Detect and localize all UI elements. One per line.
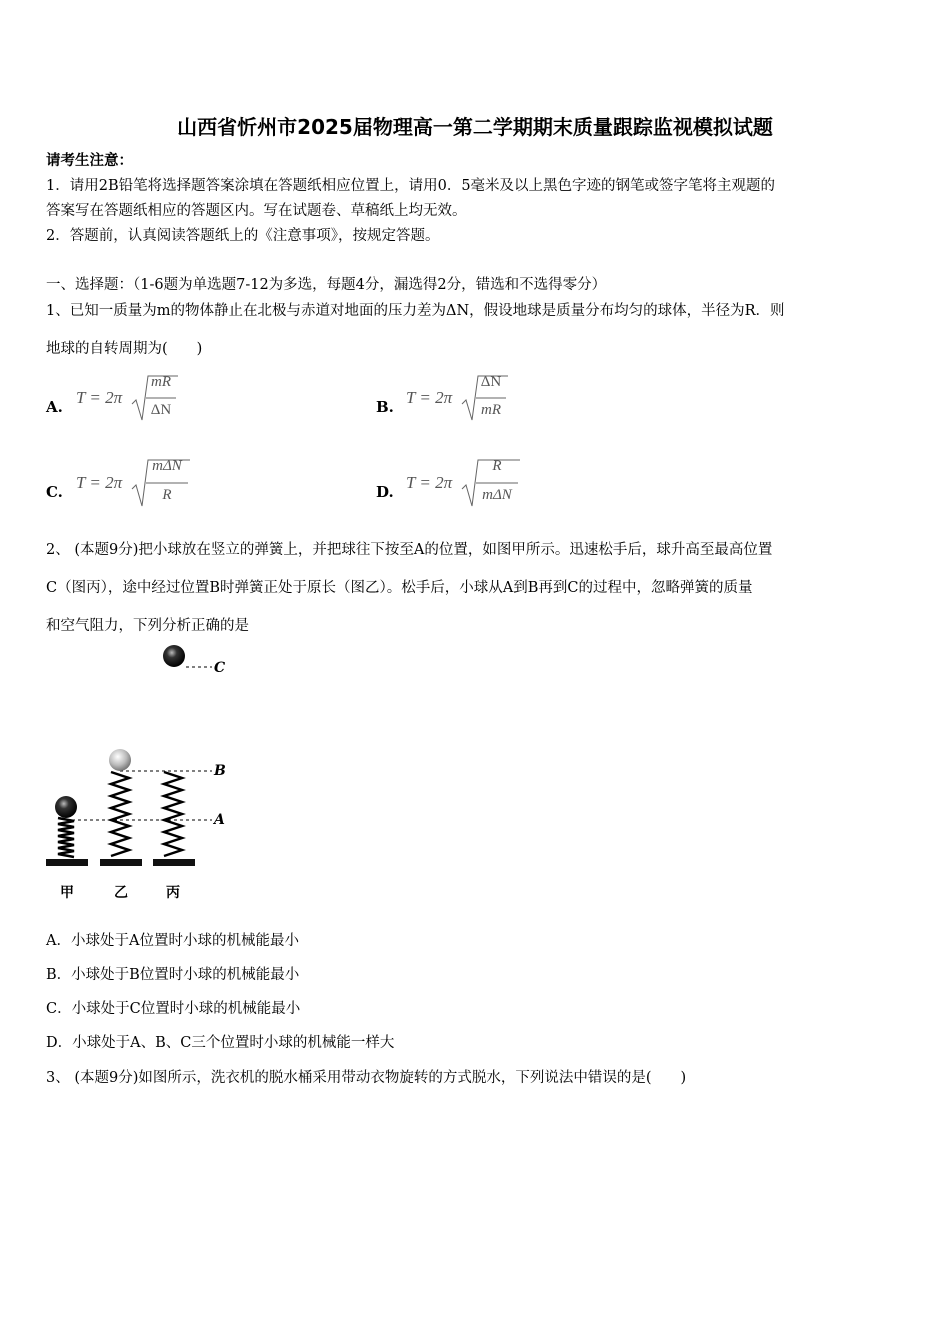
notice-heading: 请考生注意： bbox=[46, 152, 133, 169]
q1-option-a-denominator: ΔN bbox=[150, 402, 172, 418]
formula-lhs: T = 2π bbox=[76, 388, 123, 407]
formula-lhs: T = 2π bbox=[406, 473, 453, 492]
spring-jia bbox=[46, 796, 88, 866]
q2-option-a: A．小球处于A位置时小球的机械能最小 bbox=[46, 933, 299, 949]
q1-option-c-denominator: R bbox=[162, 487, 172, 503]
label-c: C bbox=[214, 660, 226, 676]
q1-option-d-formula bbox=[406, 473, 452, 493]
q1-option-d-numerator: R bbox=[492, 458, 502, 474]
q1-option-c-label: C. bbox=[46, 483, 63, 501]
label-bing: 丙 bbox=[166, 885, 180, 901]
ball-b bbox=[109, 749, 131, 771]
spring-bing bbox=[153, 772, 195, 866]
q1-option-b-formula bbox=[406, 388, 452, 408]
formula-lhs: T = 2π bbox=[406, 388, 453, 407]
q2-option-b: B．小球处于B位置时小球的机械能最小 bbox=[46, 967, 300, 983]
q1-option-d-label: D. bbox=[376, 483, 394, 501]
q2-option-c: C．小球处于C位置时小球的机械能最小 bbox=[46, 1001, 301, 1017]
q1-stem-line1: 1、已知一质量为m的物体静止在北极与赤道对地面的压力差为ΔN，假设地球是质量分布均匀的球体，半径为R．则 bbox=[46, 303, 785, 319]
q2-stem-line1: 2、 (本题9分)把小球放在竖立的弹簧上，并把球往下按至A的位置，如图甲所示。迅速松手后，球升高至最高位置 bbox=[46, 542, 773, 558]
q1-option-b-label: B. bbox=[376, 398, 394, 416]
spring-figure bbox=[40, 640, 250, 905]
q1-option-c-numerator: mΔN bbox=[152, 458, 182, 474]
q1-option-a-label: A. bbox=[46, 398, 63, 416]
q2-stem-line3: 和空气阻力，下列分析正确的是 bbox=[46, 618, 249, 634]
spring-yi bbox=[100, 749, 142, 866]
label-yi: 乙 bbox=[114, 885, 128, 901]
section-heading: 一、选择题：（1-6题为单选题7-12为多选，每题4分，漏选得2分，错选和不选得零分） bbox=[46, 277, 607, 293]
notice-item-1a: 1．请用2B铅笔将选择题答案涂填在答题纸相应位置上，请用0．5毫米及以上黑色字迹的钢笔或签字笔将主观题的 bbox=[46, 178, 776, 194]
q2-stem-line2: C（图丙），途中经过位置B时弹簧正处于原长（图乙）。松手后，小球从A到B再到C的过程中，忽略弹簧的质量 bbox=[46, 580, 753, 596]
q3-stem-line1: 3、 (本题9分)如图所示，洗衣机的脱水桶采用带动衣物旋转的方式脱水，下列说法中错误的是( ) bbox=[46, 1070, 687, 1086]
q1-option-b-numerator: ΔN bbox=[480, 374, 502, 390]
formula-lhs: T = 2π bbox=[76, 473, 123, 492]
q2-option-d: D．小球处于A、B、C三个位置时小球的机械能一样大 bbox=[46, 1035, 395, 1051]
notice-item-1b: 答案写在答题纸相应的答题区内。写在试题卷、草稿纸上均无效。 bbox=[46, 203, 467, 219]
ball-a bbox=[55, 796, 77, 818]
q1-option-c-formula bbox=[76, 473, 122, 493]
label-a: A bbox=[214, 812, 225, 828]
q1-option-b-denominator: mR bbox=[481, 402, 501, 418]
label-jia: 甲 bbox=[60, 885, 74, 901]
notice-item-2: 2．答题前，认真阅读答题纸上的《注意事项》，按规定答题。 bbox=[46, 228, 440, 244]
q1-option-d-denominator: mΔN bbox=[482, 487, 512, 503]
page-title: 山西省忻州市2025届物理高一第二学期期末质量跟踪监视模拟试题 bbox=[177, 115, 773, 139]
q1-option-a-numerator: mR bbox=[151, 374, 171, 390]
q1-option-a-formula bbox=[76, 388, 122, 408]
q1-stem-line2: 地球的自转周期为( ) bbox=[46, 341, 203, 357]
ball-c bbox=[163, 645, 185, 667]
label-b: B bbox=[214, 763, 226, 779]
